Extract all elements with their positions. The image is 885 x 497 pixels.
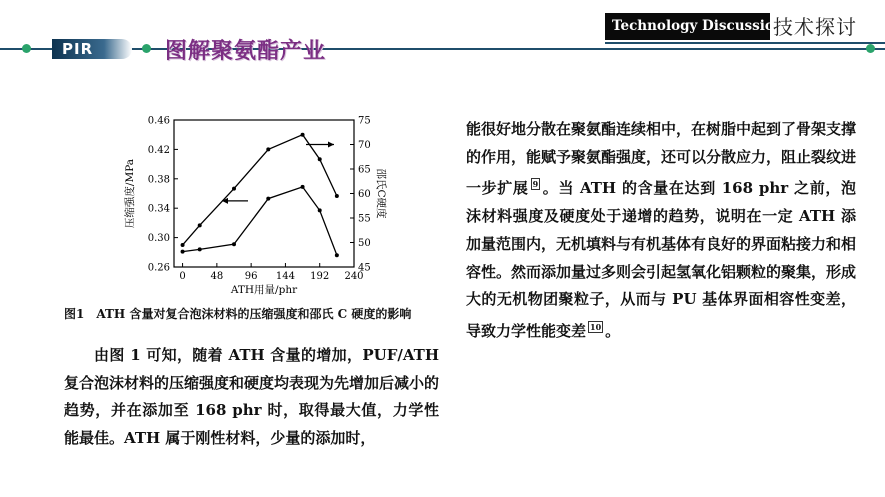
data-point-right [301,133,305,137]
data-point-left [301,185,305,189]
body-paragraph-left: 由图 1 可知，随着 ATH 含量的增加，PUF/ATH 复合泡沫材料的压缩强度和硬度均表现为先增加后减小的趋势，并在添加至 168 phr 时，取得最大值，力学性能最佳。ATH 属于刚性材料，少量的添加时， [64,346,440,448]
data-point-left [198,247,202,251]
data-point-left [318,208,322,212]
data-point-right [181,243,185,247]
y-left-tick-label: 0.30 [147,233,170,245]
data-point-left [232,242,236,246]
citation-ref: 10 [590,321,602,332]
plot-frame [174,120,354,267]
x-tick-label: 192 [310,271,330,282]
figure-caption: 图1 ATH 含量对复合泡沫材料的压缩强度和邵氏 C 硬度的影响 [64,307,412,321]
x-tick-label: 96 [244,271,258,282]
header-dot [22,44,31,53]
x-axis-label: ATH用量/phr [230,284,298,296]
y-right-axis-label: 邵氏C硬度 [375,168,387,219]
section-label-en: Technology Discussion [612,18,784,34]
body-paragraph-right [466,116,856,346]
y-right-tick-label: 65 [358,164,371,176]
arrow-to-right-axis-head [328,142,334,148]
y-right-tick-label: 70 [358,140,371,151]
y-left-tick-label: 0.34 [147,203,170,215]
body-text: 。 [605,321,621,340]
citation-ref: 9 [532,179,539,190]
x-tick-label: 240 [344,271,364,282]
y-left-tick-label: 0.26 [147,262,170,274]
y-right-tick-label: 75 [358,115,371,127]
x-tick-label: 144 [275,271,295,282]
y-right-tick-label: 50 [358,238,371,249]
series-title: 图解聚氨酯产业 [165,39,327,64]
data-point-right [318,157,322,161]
data-point-right [266,147,270,151]
y-right-tick-label: 45 [358,262,371,274]
y-left-tick-label: 0.38 [147,174,170,186]
body-text: 。当 ATH 的含量在达到 168 phr 之前，泡沫材料强度及硬度处于递增的趋势，说明在一定 ATH 添加量范围内，无机填料与有机基体有良好的界面粘接力和相容性。然而添加量过多则会引起氢氧化铝颗粒的聚集，形成大的无机物团聚粒子，从而与 PU 基体界面相容性变差，导致力学性能变差 [466,179,857,340]
data-point-right [232,187,236,191]
x-tick-label: 0 [179,271,186,282]
header-rule [0,48,885,50]
section-label-cn: 技术探讨 [773,15,857,39]
figure-chart [120,110,387,300]
header-rule-right [605,42,885,44]
y-right-tick-label: 60 [358,189,371,200]
y-left-axis-label: 压缩强度/MPa [124,158,136,229]
header-dot [866,44,875,53]
y-left-tick-label: 0.46 [147,115,170,127]
x-tick-label: 48 [210,271,224,282]
data-point-right [198,223,202,227]
body-text: 能很好地分散在聚氨酯连续相中，在树脂中起到了骨架支撑的作用，能赋予聚氨酯强度，还可以分散应力，阻止裂纹进一步扩展 [466,120,857,198]
series-line-right [183,135,337,245]
series-line-left [183,187,337,255]
data-point-left [266,197,270,201]
journal-abbr: PIR [62,40,94,58]
y-right-tick-label: 55 [358,213,371,225]
header-dot [142,44,151,53]
y-left-tick-label: 0.42 [147,144,170,156]
data-point-right [335,194,339,198]
data-point-left [335,253,339,257]
data-point-left [181,250,185,254]
